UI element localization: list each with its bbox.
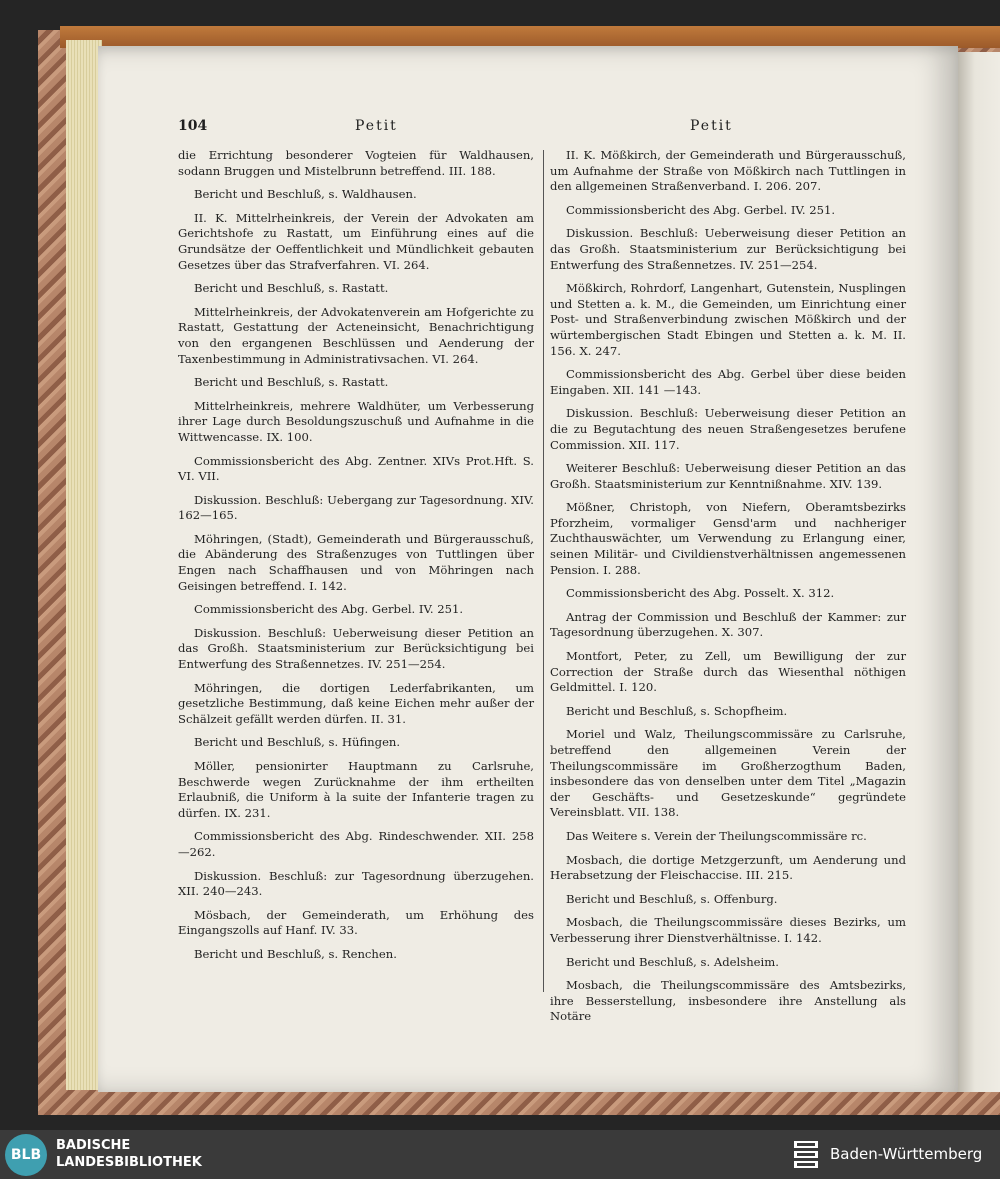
library-name[interactable] <box>56 1137 256 1171</box>
index-entry: Commissionsbericht des Abg. Zentner. XIVs Prot.Hft. S. VI. VII. <box>178 453 534 484</box>
running-head-left: Petit <box>355 118 398 134</box>
index-entry: Diskussion. Beschluß: Ueberweisung dieser Petition an die zu Begutachtung des neuen Straßengesetzes berufene Commission. XII. 117. <box>550 406 906 452</box>
index-entry: Bericht und Beschluß, s. Rastatt. <box>194 281 389 296</box>
index-entry: Moriel und Walz, Theilungscommissäre zu Carlsruhe, betreffend den allgemeinen Verein der Theilungscommissäre im Großherzogthum Baden, insbesondere das von denselben unter dem Titel „Magazin der Geschäfts- und Gesetzeskunde“ gegründete Vereinsblatt. VII. 138. <box>550 727 906 820</box>
next-page-edge <box>958 52 1000 1092</box>
index-entry: Mittelrheinkreis, mehrere Waldhüter, um Verbesserung ihrer Lage durch Besoldungszuschuß und Aufnahme in die Wittwencasse. IX. 100. <box>178 398 534 444</box>
index-entry: Bericht und Beschluß, s. Adelsheim. <box>566 954 779 969</box>
viewer-footer <box>0 1130 1000 1179</box>
index-entry: Möller, pensionirter Hauptmann zu Carlsruhe, Beschwerde wegen Zurücknahme der ihm ertheilten Erlaubniß, die Uniform à la suite der Infanterie tragen zu dürfen. IX. 231. <box>178 759 534 820</box>
running-head-right: Petit <box>690 118 733 134</box>
left-column <box>178 148 534 971</box>
index-entry: Mittelrheinkreis, der Advokatenverein am Hofgerichte zu Rastatt, Gestattung der Acteneinsicht, Benachrichtigung von den ergangenen Beschlüssen und Aenderung der Taxenbestimmung in Administrativsachen. VI. 264. <box>178 304 534 366</box>
index-entry: Bericht und Beschluß, s. Schopfheim. <box>566 703 788 718</box>
index-entry: Bericht und Beschluß, s. Offenburg. <box>566 891 778 906</box>
index-entry: Commissionsbericht des Abg. Gerbel über diese beiden Eingaben. XII. 141 —143. <box>550 367 906 397</box>
index-entry: Diskussion. Beschluß: Ueberweisung dieser Petition an das Großh. Staatsministerium zur Berücksichtigung bei Entwerfung des Straßennetzes. IV. 251—254. <box>550 226 906 272</box>
index-entry: Möhringen, (Stadt), Gemeinderath und Bürgerausschuß, die Abänderung des Straßenzuges von Tuttlingen über Engen nach Schaffhausen und von Möhringen nach Geisingen betreffend. I. 142. <box>178 531 534 593</box>
index-entry: Commissionsbericht des Abg. Posselt. X. 312. <box>566 586 835 601</box>
index-entry: Montfort, Peter, zu Zell, um Bewilligung der zur Correction der Straße durch das Wiesenthal nöthigen Geldmittel. I. 120. <box>550 649 906 695</box>
column-divider <box>543 150 544 992</box>
index-entry: Mosbach, die Theilungscommissäre des Amtsbezirks, ihre Besserstellung, insbesondere ihre Anstellung als Notäre <box>550 978 906 1024</box>
index-entry: Diskussion. Beschluß: zur Tagesordnung überzugehen. XII. 240—243. <box>178 868 534 899</box>
lions-coat-of-arms-icon <box>792 1139 820 1170</box>
index-entry: Bericht und Beschluß, s. Waldhausen. <box>194 187 417 202</box>
index-entry: II. K. Mößkirch, der Gemeinderath und Bürgerausschuß, um Aufnahme der Straße von Mößkirch nach Tuttlingen in den allgemeinen Straßenverband. I. 206. 207. <box>550 148 906 194</box>
index-entry: Mößkirch, Rohrdorf, Langenhart, Gutenstein, Nusplingen und Stetten a. k. M., die Gemeinden, um Einrichtung einer Post- und Straßenverbindung zwischen Mößkirch und der würtembergischen Stadt Ebingen und Stetten a. k. M. II. 156. X. 247. <box>550 281 906 358</box>
index-entry: die Errichtung besonderer Vogteien für Waldhausen, sodann Bruggen und Mistelbrunn betreffend. III. 188. <box>178 148 534 178</box>
index-entry: Commissionsbericht des Abg. Rindeschwender. XII. 258—262. <box>178 829 534 859</box>
index-entry: Mösbach, der Gemeinderath, um Erhöhung des Eingangszolls auf Hanf. IV. 33. <box>178 907 534 938</box>
index-entry: II. K. Mittelrheinkreis, der Verein der Advokaten am Gerichtshofe zu Rastatt, um Einführung eines auf die Grundsätze der Oeffentlichkeit und Mündlichkeit gebauten Gesetzes über das Strafverfahren. VI. 264. <box>178 210 534 272</box>
index-entry: Mößner, Christoph, von Niefern, Oberamtsbezirks Pforzheim, vormaliger Gensd'arm und nachheriger Zuchthauswächter, um Verwendung zu Erlangung einer, seinen Militär- und Civildienstverhältnissen angemessenen Pension. I. 288. <box>550 500 906 577</box>
index-entry: Mosbach, die dortige Metzgerzunft, um Aenderung und Herabsetzung der Fleischaccise. III. 215. <box>550 852 906 883</box>
page-number: 104 <box>178 118 208 134</box>
book-cover-top <box>60 26 1000 48</box>
index-entry: Bericht und Beschluß, s. Hüfingen. <box>194 735 401 750</box>
index-entry: Commissionsbericht des Abg. Gerbel. IV. 251. <box>194 602 464 617</box>
index-entry: Bericht und Beschluß, s. Rastatt. <box>194 375 389 390</box>
blb-logo[interactable]: BLB <box>5 1134 47 1176</box>
page-edges <box>66 40 102 1090</box>
index-entry: Commissionsbericht des Abg. Gerbel. IV. 251. <box>566 202 836 217</box>
index-entry: Weiterer Beschluß: Ueberweisung dieser Petition an das Großh. Staatsministerium zur Kenntnißnahme. XIV. 139. <box>550 461 906 491</box>
running-head <box>0 118 1000 140</box>
library-name-line2: LANDESBIBLIOTHEK <box>56 1155 202 1170</box>
right-column <box>550 148 906 1033</box>
index-entry: Möhringen, die dortigen Lederfabrikanten, um gesetzliche Bestimmung, daß keine Eichen mehr außer der Schälzeit gefällt werden dürfen. II. 31. <box>178 680 534 726</box>
index-entry: Diskussion. Beschluß: Uebergang zur Tagesordnung. XIV. 162—165. <box>178 492 534 523</box>
index-entry: Antrag der Commission und Beschluß der Kammer: zur Tagesordnung überzugehen. X. 307. <box>550 609 906 640</box>
library-name-line1: BADISCHE <box>56 1138 131 1153</box>
index-entry: Das Weitere s. Verein der Theilungscommissäre rc. <box>566 828 867 843</box>
index-entry: Bericht und Beschluß, s. Renchen. <box>194 946 397 961</box>
index-entry: Diskussion. Beschluß: Ueberweisung dieser Petition an das Großh. Staatsministerium zur Berücksichtigung bei Entwerfung des Straßennetzes. IV. 251—254. <box>178 625 534 672</box>
state-name[interactable]: Baden-Württemberg <box>830 1145 983 1163</box>
index-entry: Mosbach, die Theilungscommissäre dieses Bezirks, um Verbesserung ihrer Dienstverhältnisse. I. 142. <box>550 915 906 945</box>
